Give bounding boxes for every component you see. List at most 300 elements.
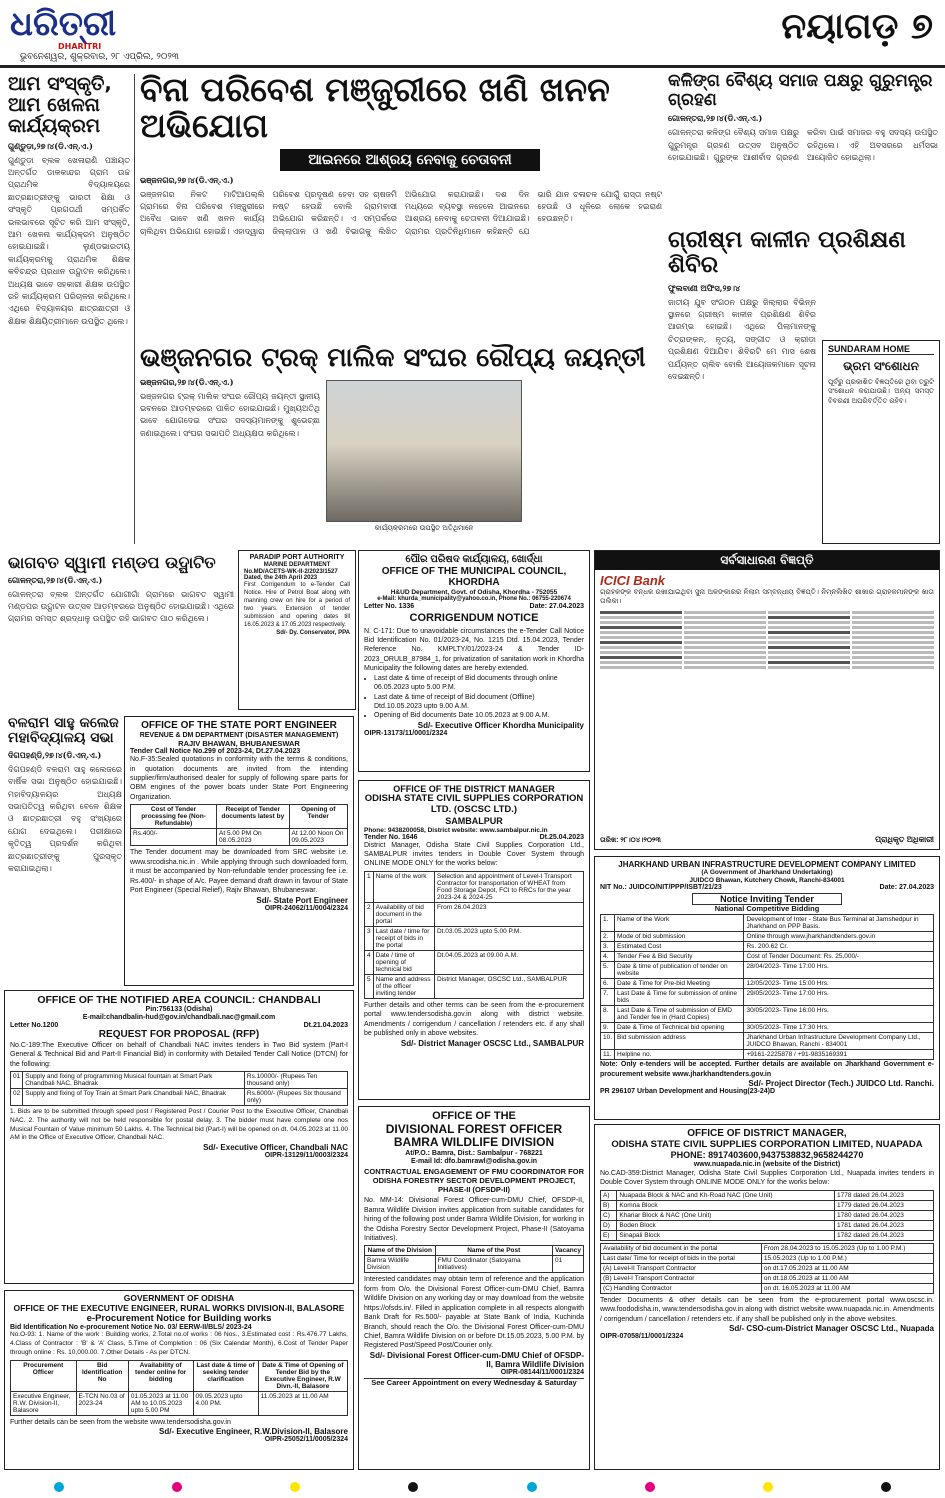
table-cell: Date / time of opening of technical bid — [373, 950, 434, 974]
table-cell: Dt.04.05.2023 at 09.00 A.M. — [434, 950, 583, 974]
table-row — [365, 950, 584, 974]
story-mining-allegation — [140, 72, 662, 362]
ad-note: Interested candidates may obtain term of reference and the application form from O/o. the Divisional Forest Officer-cum-DMU Chief, Bamra Wildlife Division on any working day or may download from the website https://ofsds.in/. Filled in application complete in all respects alongwith Bank Draft for Rs.500/- payable at State Bank of India, Kuchinda Branch, should reach the O/o. the Divisional Forest Officer-cum-DMU Chief, Bamra Wildlife Division on or before Dt.15.05.2023, 5.00 P.M. by Registered Post/Speed Post/Courier only. — [364, 1276, 584, 1350]
table-header: Opening of Tender — [289, 805, 347, 829]
black-mark — [408, 1482, 418, 1492]
ad-bid-id: Bid Identification No e-procurement Notice No. 03/ EERW-II/BLS/ 2023-24 — [10, 1324, 252, 1332]
table-cell: (A) Level-II Transport Contractor — [601, 1263, 762, 1273]
ad-brand: SUNDARAM HOME — [828, 344, 934, 355]
story-body: ଭଞ୍ଜନଗର ନିକଟ ମାଟିଆପଲ୍ଲି ଗ୍ରାମରେ ବିନା ପରିବେଶ ମଞ୍ଜୁରୀରେ ଅବୈଧ ଭାବେ ଖଣି ଖନନ କାର୍ଯ୍ୟ ଚାଲିଥିବା ଅଭିଯୋଗ ହୋଇଛି। ଏହାଦ୍ୱାରା ପରିବେଶ ପ୍ରଦୂଷଣ ହେବା ସହ ଚାଷଜମି ନଷ୍ଟ ହେଉଛି ବୋଲି ଗ୍ରାମବାସୀ ଅଭିଯୋଗ କରିଛନ୍ତି। ଏ ସମ୍ପର୍କରେ ଜିଲ୍ଲାପାଳ ଓ ଖଣି ବିଭାଗକୁ ଲିଖିତ ଅଭିଯୋଗ କରାଯାଇଛି। ଦଶ ଦିନ ମଧ୍ୟରେ ବ୍ୟବସ୍ଥା ନହେଲେ ଆଇନରେ ଆଶ୍ରୟ ନେବାକୁ ଚେତାବନୀ ଦିଆଯାଇଛି। ଗ୍ରାମର ପ୍ରତିନିଧିମାନେ କହିଛନ୍ତି ଯେ ଭାରି ଯାନ ଚଳାଚଳ ଯୋଗୁଁ ରାସ୍ତା ନଷ୍ଟ ହେଉଛି ଓ ଧୂଳିରେ ଲୋକେ ହଇରାଣ ହେଉଛନ୍ତି। — [140, 189, 662, 236]
ad-title2: DIVISIONAL FOREST OFFICER — [385, 1121, 563, 1136]
table-cell: C) — [601, 1210, 617, 1220]
ad-body: First Corrigendum to e-Tender Call Notice. Hire of Petrol Boat along with manning crew on hire for a period of two years. Extension of tender submission and opening dates till 16.05.2023 & 17.05.2023 respectively. — [244, 581, 350, 629]
table-row — [601, 915, 934, 932]
account-line — [684, 646, 766, 649]
table-cell: 5 — [365, 974, 374, 998]
ad-heading: CORRIGENDUM NOTICE — [409, 611, 539, 624]
table-cell: D) — [601, 1220, 617, 1230]
table-cell: 30/05/2023- Time 17:30 Hrs. — [744, 1023, 934, 1033]
ad-oipr: OIPR-08144/11/0001/2324 — [500, 1368, 584, 1376]
ad-title3: BAMRA WILDLIFE DIVISION — [393, 1135, 555, 1150]
account-line — [600, 656, 682, 659]
ad-body: N. C-171: Due to unavoidable circumstances the e-Tender Call Notice Bid Identification No. 01/2023-24, No. 1215 Dtd. 15.04.2023, Tender Reference No. KMPLTY/01/2023-24 & Tender ID- 2023_ORULB_87984_1, for privatization of sanitation work in Khordha Municipality the following dates are hereby extended. — [364, 627, 584, 673]
table-cell: Date & Time of Technical bid opening — [615, 1023, 744, 1033]
event-photo — [326, 380, 522, 522]
account-list-grid — [600, 611, 934, 669]
ad-sign: Sd/- Executive Officer Khordha Municipality — [417, 720, 584, 730]
table-cell: 11. — [601, 1050, 615, 1060]
ad-sign: Sd/- Executive Engineer, R.W.Division-II, Balasore — [159, 1427, 348, 1437]
table-cell: 9. — [601, 1023, 615, 1033]
ad-note: Note: Only e-tenders will be accepted. Further details are available on Jharkhand Government e-procurement website www.jharkhandtenders.gov.in — [600, 1061, 934, 1078]
ad-note: Further details can be seen from the website www.tendersodisha.gov.in — [10, 1418, 231, 1426]
table-row — [365, 974, 584, 998]
ad-oipr: OIPR-07058/11/0001/2324 — [600, 1333, 684, 1340]
story-headline: ଭଞ୍ଜନଗର ଟ୍ରକ୍ ମାଲିକ ସଂଘର ରୌପ୍ୟ ଜୟନ୍ତୀ — [140, 344, 646, 373]
table-row — [601, 952, 934, 962]
ad-place: SAMBALPUR — [445, 816, 503, 827]
table-cell: Nuapada Block & NAC and Kh-Road NAC (One Unit) — [617, 1190, 835, 1200]
table-header: Vacancy — [552, 1246, 583, 1256]
table-cell: 01 — [11, 1071, 23, 1088]
table-cell: 15.05.2023 (Up to 1.00 P.M.) — [761, 1253, 933, 1263]
story-dateline: ଗୋଳନ୍ତରା,୨୭।୪(ଡି.ଏନ୍.ଏ.) — [8, 574, 103, 585]
table-cell: Name of the Work — [615, 915, 744, 932]
account-line — [852, 631, 934, 634]
account-line — [852, 641, 934, 644]
table-cell: 01 — [552, 1256, 583, 1273]
ad-title2: ODISHA STATE CIVIL SUPPLIES CORPORATION LIMITED, NUAPADA — [611, 1138, 923, 1150]
table-cell: Supply and fixing of programming Musical fountain at Smart Park Chandbali NAC, Bhadrak — [23, 1071, 245, 1088]
table-row — [11, 1088, 348, 1105]
account-line — [768, 631, 850, 634]
ad-date: Date: 27.04.2023 — [879, 884, 934, 892]
account-line — [768, 651, 850, 654]
account-line — [768, 636, 850, 639]
ad-body: No.F-35:Sealed quotations in conformity with the terms & conditions, in quotation documents are invited from the intending supplier/firm/authorised dealer for supply of following spare parts for OBM engines of the power boats under State Port Engineering Organization. — [130, 756, 348, 801]
table-cell: Last date/ Time for receipt of bids in the portal — [601, 1253, 762, 1263]
table-row — [601, 1243, 934, 1253]
ad-sign: ପ୍ରାଧିକୃତ ଅଧିକାରୀ — [875, 835, 934, 844]
ad-pin: Pin:756133 (Odisha) — [145, 1006, 213, 1014]
ad-heading: Notice Inviting Tender — [692, 893, 842, 905]
table-row — [365, 1256, 584, 1273]
ad-date: Date: 27.04.2023 — [529, 602, 584, 610]
ad-sundaram-home — [822, 340, 940, 544]
ad-rural-works-balasore — [4, 1290, 354, 1470]
story-body: ଗୁଣ୍ଡୁଡ଼ା ବ୍ଲକ ଖେଳାରାଣି ପଞ୍ଚାୟତ ଅନ୍ତର୍ଗତ ଡାଳକାନ୍ଦର ଗ୍ରାମ ଉଚ୍ଚ ପ୍ରାଥମିକ ବିଦ୍ୟାଳୟରେ ଛାତ୍ରଛାତ୍ରୀଙ୍କୁ ଭାରତୀ ଶିକ୍ଷା ଓ ସଂସ୍କୃତି ପ୍ରଗତାର୍ଥୀ ସମ୍ପର୍କିତ ଭଲଭାବରେ ସୂଚିତ କରି ଆମ ସଂସ୍କୃତି, ଆମ ଖେଳନା କାର୍ଯ୍ୟକ୍ରମ ଅନୁଷ୍ଠିତ ହୋଇଯାଇଛି। ଲୁଣ୍ଡଭାରତୀୟ କାର୍ଯ୍ୟକ୍ରମକୁ ପ୍ରାଥମିକ ଶିକ୍ଷକ କବିଚନ୍ଦ୍ର ପ୍ରଧାନ ଉଦ୍ଘାଟନ କରିଥିଲେ। ଅଧ୍ୟକ୍ଷ ଭାବେ ସହକାରୀ ଶିକ୍ଷକ ଉପସ୍ଥିତ ରହି କାର୍ଯ୍ୟକ୍ରମ ପରିଚାଳନା କରିଥିଲେ। ଏଥିରେ ବିଦ୍ୟାଳୟର ଛାତ୍ରଛାତ୍ରୀ ଓ ଶିକ୍ଷକ ଶିକ୍ଷୟିତ୍ରୀମାନେ ଉପସ୍ଥିତ ଥିଲେ। — [8, 155, 130, 326]
table-row — [601, 1023, 934, 1033]
table-cell: 5. — [601, 962, 615, 979]
ad-heading2: National Competitive Bidding — [714, 904, 820, 914]
ad-title: GOVERNMENT OF ODISHA — [123, 1293, 235, 1303]
story-vaishya-samaj — [668, 72, 938, 222]
ad-letter-no: Letter No.1200 — [10, 1022, 59, 1030]
ad-letter-no: Letter No. 1336 — [364, 602, 415, 610]
account-line — [600, 611, 682, 614]
ad-chandbali-nac — [4, 990, 354, 1284]
table-cell: Dt.03.05.2023 upto 5.00 P.M. — [434, 926, 583, 950]
table-cell: Development of Inter - State Bus Terminal at Jamshedpur in Jharkhand on PPP Basis. — [744, 915, 934, 932]
masthead — [0, 0, 945, 68]
ad-email: E-mail Id: dfo.bamrawl@odisha.gov.in — [410, 1158, 538, 1166]
table-cell: Name and address of the officer inviting tender — [373, 974, 434, 998]
print-registration-marks — [0, 1480, 945, 1494]
table-cell: 10. — [601, 1033, 615, 1050]
account-line — [600, 651, 682, 654]
table-row — [601, 1273, 934, 1283]
table-cell: 1780 dated 26.04.2023 — [835, 1210, 934, 1220]
account-line — [768, 621, 850, 624]
ad-date-list — [374, 674, 584, 721]
story-bhagabat-mandap — [8, 554, 234, 712]
ad-web: www.nuapada.nic.in (website of the District) — [693, 1160, 841, 1168]
ad-sign: Sd/- Divisional Forest Officer-cum-DMU Chief of OFSDP-II, Bamra Wildlife Division — [369, 1350, 584, 1369]
newspaper-logo: ଧରିତ୍ରୀ — [10, 4, 117, 44]
list-item: • Last date & time of receipt of Bid document (Offline) Dtd.10.05.2023 upto 9.00 A.M. — [374, 693, 584, 712]
table-cell: Last Date & Time of submission of EMD and Tender fee in (Hard Copies) — [615, 1006, 744, 1023]
table-cell: 8. — [601, 1006, 615, 1023]
story-truck-owners — [140, 344, 662, 544]
table-cell: Rs.6000/- (Rupees Six thousand only) — [244, 1088, 347, 1105]
account-line — [768, 616, 850, 619]
table-row — [11, 1071, 348, 1088]
table-row — [11, 1391, 348, 1415]
ad-heading: e-Procurement Notice for Building works — [86, 1312, 272, 1324]
account-line — [852, 651, 934, 654]
account-line — [684, 611, 766, 614]
table-cell: on dt.17.05.2023 at 11.00 AM — [761, 1263, 933, 1273]
table-cell: 1778 dated 26.04.2023 — [835, 1190, 934, 1200]
table-cell: Helpline no. — [615, 1050, 744, 1060]
account-line — [852, 661, 934, 664]
table-cell: (C) Handling Contractor — [601, 1283, 762, 1293]
table-cell: (B) Level-I Transport Contractor — [601, 1273, 762, 1283]
table-cell: Mode of bid submission — [615, 932, 744, 942]
account-line — [768, 661, 850, 664]
account-line — [768, 666, 850, 669]
account-line — [852, 626, 934, 629]
table-cell: Tender Fee & Bid Security — [615, 952, 744, 962]
ad-phone: PHONE: 8917403600,9437538832,9658244270 — [670, 1150, 864, 1161]
account-line — [684, 661, 766, 664]
account-line — [600, 661, 682, 664]
tender-table — [600, 914, 934, 1060]
story-dateline: ଭଞ୍ଜନଗର,୨୭।୪(ଡି.ଏନ୍.ଏ.) — [140, 174, 234, 185]
ad-sign: Sd/- Dy. Conservator, PPA — [276, 629, 350, 636]
ad-title: OFFICE OF DISTRICT MANAGER, — [687, 1128, 847, 1139]
story-college-meeting — [8, 716, 122, 984]
main-subheadline: ଆଇନରେ ଆଶ୍ରୟ ନେବାକୁ ଚେତାବନୀ — [280, 149, 540, 171]
table-cell: 4 — [365, 950, 374, 974]
table-cell: 30/05/2023- Time 16:00 Hrs. — [744, 1006, 934, 1023]
ad-date: ତାରିଖ: ୨୮।୦୪।୨୦୨୩ — [600, 837, 661, 844]
ad-title: JHARKHAND URBAN INFRASTRUCTURE DEVELOPMENT COMPANY LIMITED — [618, 860, 916, 869]
ad-oscsc-sambalpur — [358, 780, 590, 1100]
ad-body: No.C-189:The Executive Officer on behalf of Chandbali NAC invites tenders in Two Bid system (Part-I General & Technical Bid and Part-II Financial Bid) in conformity with Detailed Tender Call Notice (DTCN) for the following: — [10, 1041, 348, 1068]
table-cell: 1779 dated 26.04.2023 — [835, 1200, 934, 1210]
table-header: Bid Identification No — [76, 1360, 128, 1391]
ad-title2: ODISHA STATE CIVIL SUPPLIES CORPORATION LTD. (OSCSC LTD.) — [364, 793, 584, 816]
ad-date: Dt.21.04.2023 — [303, 1022, 348, 1030]
account-line — [768, 641, 850, 644]
table-row — [601, 1200, 934, 1210]
ad-title: PARADIP PORT AUTHORITY — [249, 554, 345, 561]
ad-heading: ଭ୍ରମ ସଂଶୋଧନ — [843, 359, 919, 373]
story-dateline: ଦିଗପହଣ୍ଡି,୨୭।୪(ଡି.ଏନ୍.ଏ.) — [8, 749, 102, 760]
story-toys-programme — [8, 74, 130, 542]
ad-ref: No.MD/ACETS-WK-II-2/2023/1527 Dated, the 24th April 2023 — [244, 568, 338, 581]
table-cell: Rs.400/- — [131, 829, 217, 846]
ad-title: OFFICE OF THE — [432, 1110, 516, 1122]
story-headline: କଳିଙ୍ଗ ବୈଶ୍ୟ ସମାଜ ପକ୍ଷରୁ ଗୁରୁମନ୍ତ୍ର ଗ୍ରହଣ — [668, 72, 933, 110]
cyan-mark — [54, 1482, 64, 1492]
ad-pr: PR 296107 Urban Development and Housing(23-24)D — [600, 1087, 776, 1095]
table-cell: 11.05.2023 at 11.00 AM — [258, 1391, 347, 1415]
list-item: • Opening of Bid documents Date 10.05.2023 at 9.00 A.M. — [374, 711, 584, 720]
table-cell: Selection and appointment of Level-I Transport Contractor for transportation of WHEAT from Food Storage Depot, FCI to RRCs for the year 2023-24 & 2024-25 — [434, 871, 583, 902]
table-header: Procurement Officer — [11, 1360, 77, 1391]
notice-banner: ସର୍ବସାଧାରଣ ବିଜ୍ଞପ୍ତି — [595, 551, 939, 570]
table-row — [601, 1210, 934, 1220]
story-body: ଜାତୀୟ ଯୁବ ସଂଗଠନ ପକ୍ଷରୁ ଜିଲ୍ଲାର ବିଭିନ୍ନ ସ୍ଥାନରେ ଗ୍ରୀଷ୍ମ କାଳୀନ ପ୍ରଶିକ୍ଷଣ ଶିବିର ଆରମ୍ଭ ହୋଇଛି। ଏଥିରେ ପିଲାମାନଙ୍କୁ ଚିତ୍ରାଙ୍କନ, ନୃତ୍ୟ, ସଙ୍ଗୀତ ଓ କ୍ରୀଡ଼ା ପ୍ରଶିକ୍ଷଣ ଦିଆଯିବ। ଶିବିରଟି ମେ ମାସ ଶେଷ ପର୍ଯ୍ୟନ୍ତ ଚାଲିବ ବୋଲି ଆୟୋଜକମାନେ ସୂଚନା ଦେଇଛନ୍ତି। — [668, 297, 816, 381]
table-row — [601, 942, 934, 952]
table-cell: Jharkhand Urban Infrastructure Development Company Ltd., JUIDCO Bhawan, Ranchi - 834001 — [744, 1033, 934, 1050]
logo-subtitle: DHARITRI — [58, 42, 102, 51]
ad-sign: Sd/- State Port Engineer — [256, 895, 348, 905]
account-line — [768, 656, 850, 659]
table-cell: Online through www.jharkhandtenders.gov.in — [744, 932, 934, 942]
ad-phone: Phone: 9438200058, District website: www.sambalpur.nic.in — [364, 826, 548, 834]
table-row — [601, 1190, 934, 1200]
ad-oipr: OIPR-13129/11/0003/2324 — [264, 1152, 348, 1160]
magenta-mark — [645, 1482, 655, 1492]
story-body: ଦିଗପହଣ୍ଡି ବଳରାମ ସାହୁ କଲେଜରେ ବାର୍ଷିକ ସଭା ଅନୁଷ୍ଠିତ ହୋଇଯାଇଛି। ମହାବିଦ୍ୟାଳୟର ଅଧ୍ୟକ୍ଷ ସଭାପତିତ୍ୱ କରିଥିବା ବେଳେ ଶିକ୍ଷକ ଓ ଛାତ୍ରଛାତ୍ରୀ ବହୁ ସଂଖ୍ୟାରେ ଯୋଗ ଦେଇଥିଲେ। ପରୀକ୍ଷାରେ କୃତିତ୍ୱ ପ୍ରଦର୍ଶନ କରିଥିବା ଛାତ୍ରଛାତ୍ରୀଙ୍କୁ ପୁରସ୍କୃତ କରାଯାଇଥିଲା। — [8, 764, 122, 873]
table-cell: A) — [601, 1190, 617, 1200]
table-header: Cost of Tender processing fee (Non-Refundable) — [131, 805, 217, 829]
table-cell: 4. — [601, 952, 615, 962]
table-cell: 1 — [365, 871, 374, 902]
table-cell: Date & Time for Pre-bid Meeting — [615, 979, 744, 989]
table-cell: Last Date & Time for submission of online bids — [615, 989, 744, 1006]
ad-body: No.O-93: 1. Name of the work : Building works, 2.Total no.of works : 06 Nos., 3.Estimated cost : Rs.476.77 Lakhs, 4.Class of Contractor : 'B' & 'A' Class, 5.Time of Completion : 06 (Six Calendar Month), 6.Cost of Tender Paper through online : Rs. 10,000.00. 7.Other Details - As per DTCN. — [10, 1331, 348, 1356]
ad-body: ପୂର୍ବରୁ ପ୍ରକାଶିତ ବିଜ୍ଞପ୍ତିରେ ଥିବା ତ୍ରୁଟି ସଂଶୋଧନ କରାଯାଉଛି। ଅନ୍ୟ ସମସ୍ତ ବିବରଣୀ ଅପରିବର୍ତ୍ତିତ ରହିବ। — [828, 379, 934, 405]
account-line — [600, 641, 682, 644]
ad-subtitle: MARINE DEPARTMENT — [263, 562, 331, 569]
ad-oipr: OIPR-25052/11/0005/2324 — [264, 1436, 348, 1444]
table-cell: Name of the work — [373, 871, 434, 902]
table-cell: 09.05.2023 upto 4.00 PM. — [193, 1391, 258, 1415]
table-cell: Bamra Wildlife Division — [365, 1256, 436, 1273]
ad-date: Dt.25.04.2023 — [539, 833, 584, 841]
account-line — [600, 636, 682, 639]
account-line — [852, 616, 934, 619]
ad-oipr: OIPR-24062/11/0004/2324 — [264, 904, 348, 912]
account-line — [852, 611, 934, 614]
account-line — [684, 636, 766, 639]
table-row — [365, 871, 584, 902]
table-row — [601, 1050, 934, 1060]
vacancy-table — [364, 1245, 584, 1273]
table-cell: Sinapali Block — [617, 1230, 835, 1240]
yellow-mark — [290, 1482, 300, 1492]
story-headline: ଗ୍ରୀଷ୍ମ କାଳୀନ ପ୍ରଶିକ୍ଷଣ ଶିବିର — [668, 228, 906, 279]
black-mark — [881, 1482, 891, 1492]
table-cell: At 12.00 Noon On 09.05.2023 — [289, 829, 347, 846]
dates-table — [600, 1243, 934, 1294]
table-cell: 2. — [601, 932, 615, 942]
story-headline: ଆମ ସଂସ୍କୃତି, ଆମ ଖେଳନା କାର୍ଯ୍ୟକ୍ରମ — [8, 74, 112, 137]
table-header: Availability of tender online for bidding — [128, 1360, 193, 1391]
tender-table — [130, 804, 348, 846]
ad-sign: Sd/- District Manager OSCSC Ltd., SAMBALPUR — [400, 1038, 584, 1048]
table-header: Last date & time of seeking tender clarification — [193, 1360, 258, 1391]
account-line — [852, 646, 934, 649]
ad-sign: Sd/- Executive Officer, Chandbali NAC — [203, 1143, 348, 1153]
table-row — [601, 1253, 934, 1263]
table-cell: 1. — [601, 915, 615, 932]
table-cell: 1781 dated 26.04.2023 — [835, 1220, 934, 1230]
account-line — [684, 666, 766, 669]
block-table — [600, 1190, 934, 1241]
table-row — [601, 1283, 934, 1293]
account-line — [684, 616, 766, 619]
story-body: ଗୋଳନ୍ତରା ବ୍ଲକ ଅନ୍ତର୍ଗତ ଯୋଗୀଗାଁ ଗ୍ରାମରେ ଭାଗବତ ସ୍ୱାମୀ ମଣ୍ଡପର ଉଦ୍ଘାଟନ ଉତ୍ସବ ଆଡ଼ମ୍ବରରେ ଅନୁଷ୍ଠିତ ହୋଇଯାଇଛି। ଏଥିରେ ଗ୍ରାମର ସମସ୍ତ ଶ୍ରଦ୍ଧାଳୁ ଉପସ୍ଥିତ ରହି ଭାଗବତ ପାଠ କରିଥିଲେ। — [8, 589, 234, 624]
tender-table — [10, 1360, 348, 1416]
table-cell: Last date / time for receipt of bids in the portal — [373, 926, 434, 950]
table-cell: From 26.04.2023 — [434, 902, 583, 926]
account-line — [768, 611, 850, 614]
table-cell: B) — [601, 1200, 617, 1210]
ad-body: No. MM-14: Divisional Forest Officer-cum-DMU Chief, OFSDP-II, Bamra Wildlife Division invites application from suitable candidates for hiring of the following post under Bamra Wildlife Division, for working in the Odisha Forestry Sector Development Project, Phase-II (Satoyama Initiatives). — [364, 1197, 584, 1242]
list-item: • Last date & time of receipt of Bid documents through online 06.05.2023 upto 5.00 P.M. — [374, 674, 584, 693]
table-cell: 02 — [11, 1088, 23, 1105]
ad-juidco — [594, 856, 940, 1120]
table-cell: E) — [601, 1230, 617, 1240]
ad-address: JUIDCO Bhawan, Kutchery Chowk, Ranchi-834001 — [689, 876, 845, 884]
table-row — [601, 962, 934, 979]
account-line — [852, 636, 934, 639]
ad-email: E-mail:chandbalin-hud@gov.in/chandbali.nac@gmail.com — [82, 1014, 276, 1022]
ad-terms: 1. Bids are to be submitted through speed post / Registered Post / Courier Post to the Executive Officer, Chandbali NAC. 2. The authority will not be held responsible for postal delay. 3. The bidder must have complete one nos Musical Fountain of Value minimum 50 Lakhs. 4. The Technical bid (Part-I) will be opened on dt. 04.05.2023 at 11.00 AM in the Office of Executive Officer, Chandbali NAC. — [10, 1107, 348, 1142]
table-cell: 01.05.2023 at 11.00 AM to 10.05.2023 upto 5.00 PM — [128, 1391, 193, 1415]
table-cell: District Manager, OSCSC Ltd., SAMBALPUR — [434, 974, 583, 998]
ad-note: Tender Documents & other details can be seen from the e-procurement portal www.oscsc.in. www.foododisha.in, www.tendersodisha.gov.in along with district website www.nuapada.nic.in. Amendments / corrigendum / cancellation / retenders etc. if any shall be published only in the above websites. — [600, 1296, 934, 1323]
table-cell: At 5.00 PM On 08.05.2023 — [217, 829, 289, 846]
account-line — [600, 646, 682, 649]
ad-note: The Tender document may be downloaded from SRC website i.e. www.srcodisha.nic.in . While applying through such downloaded form, it must be accompanied by Non-refundable tender processing fee i.e. Rs.400/- in shape of A/c. Payee demand draft drawn in favour of State Port Engineer (Special Relief), Rajiv Bhawan, Bhubaneswar. — [130, 849, 348, 895]
table-cell: Estimated Cost — [615, 942, 744, 952]
ad-address: RAJIV BHAWAN, BHUBANESWAR — [178, 738, 300, 748]
ad-nit: NIT No.: JUIDCO/NIT/PPP/ISBT/21/23 — [600, 884, 722, 892]
column-rule — [134, 74, 135, 544]
table-cell: 3. — [601, 942, 615, 952]
ad-title: OFFICE OF THE DISTRICT MANAGER — [393, 784, 555, 794]
account-line — [684, 651, 766, 654]
account-line — [600, 626, 682, 629]
table-row — [601, 1263, 934, 1273]
cyan-mark — [527, 1482, 537, 1492]
ad-oscsc-nuapada — [594, 1124, 940, 1470]
table-cell: 12/05/2023- Time 15:00 Hrs. — [744, 979, 934, 989]
ad-khordha-municipality — [358, 550, 590, 772]
story-body: ଭଞ୍ଜନଗର ଟ୍ରକ୍ ମାଲିକ ସଂଘର ରୌପ୍ୟ ଜୟନ୍ତୀ ସ୍ଥାନୀୟ ଭବନରେ ଆଡ଼ମ୍ବରରେ ପାଳିତ ହୋଇଯାଇଛି। ମୁଖ୍ୟଅତିଥି ଭାବେ ଯୋଗଦେଇ ସଂଘର ସଦସ୍ୟମାନଙ୍କୁ ଶୁଭେଚ୍ଛା ଜଣାଇଥିଲେ। ସଂଘର ସଭାପତି ଅଧ୍ୟକ୍ଷତା କରିଥିଲେ। — [140, 391, 320, 438]
ad-title: OFFICE OF THE NOTIFIED AREA COUNCIL: CHANDBALI — [37, 994, 321, 1006]
account-line — [768, 626, 850, 629]
table-cell: Khariar Block & NAC (One Unit) — [617, 1210, 835, 1220]
account-line — [852, 656, 934, 659]
account-line — [684, 621, 766, 624]
ad-email: e-Mail: khurda_municipality@yahoo.co.in, Phone No.: 06755-220674 — [377, 595, 571, 602]
ad-sign: Sd/- CSO-cum-District Manager OSCSC Ltd., Nuapada — [729, 1324, 934, 1333]
table-cell: on dt. 16.05.2023 at 11.00 AM — [761, 1283, 933, 1293]
table-row — [601, 979, 934, 989]
table-row — [365, 926, 584, 950]
account-line — [684, 641, 766, 644]
table-cell: 6. — [601, 979, 615, 989]
table-cell: Rs. 200.62 Cr. — [744, 942, 934, 952]
table-cell: FMU Coordinator (Satoyama Initiatives) — [435, 1256, 552, 1273]
story-dateline: ଭଞ୍ଜନଗର,୨୭।୪(ଡି.ଏନ୍.ଏ.) — [140, 376, 234, 387]
table-header: Receipt of Tender documents latest by — [217, 805, 289, 829]
table-header: Date & Time of Opening of Tender Bid by the Executive Engineer, R.W Divn.-II, Balasore — [258, 1360, 347, 1391]
issue-dateline: ଭୁବନେଶ୍ୱର, ଶୁକ୍ରବାର, ୨୮ ଏପ୍ରିଲ, ୨୦୨୩ — [20, 52, 179, 62]
career-footer: See Career Appointment on every Wednesday & Saturday — [364, 1378, 584, 1388]
table-cell: on dt.18.05.2023 at 11.00 AM — [761, 1273, 933, 1283]
rfp-table — [10, 1071, 348, 1106]
table-cell: 28/04/2023- Time 17:00 Hrs. — [744, 962, 934, 979]
table-cell: 1782 dated 26.04.2023 — [835, 1230, 934, 1240]
account-line — [600, 621, 682, 624]
table-cell: Executive Engineer, R.W. Division-II, Balasore — [11, 1391, 77, 1415]
photo-caption: କାର୍ଯ୍ୟକ୍ରମରେ ଉପସ୍ଥିତ ଅତିଥିମାନେ — [374, 524, 474, 532]
main-headline: ବିନା ପରିବେଶ ମଞ୍ଜୁରୀରେ ଖଣି ଖନନ ଅଭିଯୋଗ — [140, 72, 610, 146]
ad-tender-no: Tender No. 1646 — [364, 833, 418, 841]
ad-title: OFFICE OF THE STATE PORT ENGINEER — [141, 720, 337, 731]
table-cell: 3 — [365, 926, 374, 950]
story-dateline: ଗୁଣ୍ଡୁଡ଼ା,୨୭।୪(ଡି.ଏନ୍.ଏ.) — [8, 140, 93, 151]
ad-dept: REVENUE & DM DEPARTMENT (DISASTER MANAGEMENT) — [139, 731, 339, 739]
story-headline: ଭାଗବତ ସ୍ୱାମୀ ମଣ୍ଡପ ଉଦ୍ଘାଟିତ — [8, 554, 216, 572]
table-row — [601, 932, 934, 942]
table-cell: From 28.04.2023 to 15.05.2023 (Up to 1.00 P.M.) — [761, 1243, 933, 1253]
table-row — [365, 902, 584, 926]
account-line — [852, 666, 934, 669]
table-row — [601, 1033, 934, 1050]
ad-sign: Sd/- Project Director (Tech.) JUIDCO Ltd. Ranchi. — [748, 1078, 934, 1088]
account-line — [600, 616, 682, 619]
ad-body: ଗ୍ରାହକଙ୍କ ବନ୍ଧକ ରଖାଯାଇଥିବା ସୁନା ଅଳଙ୍କାରର ନିଲାମ ସମ୍ବନ୍ଧୀୟ ବିଜ୍ଞପ୍ତି। ନିମ୍ନଲିଖିତ ଶାଖାର ଗ୍ରାହକମାନଙ୍କ ଖାତା ତାଲିକା। — [600, 589, 934, 606]
tender-table — [364, 871, 584, 999]
table-cell: Rs.10000/- (Rupees Ten thousand only) — [244, 1071, 347, 1088]
table-cell: Cost of Tender Document: Rs. 25,000/- — [744, 952, 934, 962]
account-line — [600, 631, 682, 634]
table-cell: Availability of bid document in the portal — [373, 902, 434, 926]
table-row — [601, 1230, 934, 1240]
account-line — [852, 621, 934, 624]
table-header: Name of the Post — [435, 1246, 552, 1256]
account-line — [768, 646, 850, 649]
page-name: ନୟାଗଡ଼ ୭ — [781, 6, 933, 47]
table-cell: Komna Block — [617, 1200, 835, 1210]
ad-oipr: OIPR-13173/11/0001/2324 — [364, 729, 448, 737]
ad-paradip-port — [238, 550, 356, 710]
table-cell: +9161-2225878 / +91-9835169391 — [744, 1050, 934, 1060]
ad-title: OFFICE OF THE MUNICIPAL COUNCIL, KHORDHA — [381, 565, 567, 588]
table-cell: Supply and fixing of Toy Train at Smart Park Chandbali NAC, Bhadrak — [23, 1088, 245, 1105]
ad-body: No.CAD-359:District Manager, Odisha State Civil Supplies Corporation Ltd., Nuapada invites tenders in Double Cover System through ONLINE MODE ONLY for the works below: — [600, 1169, 934, 1187]
table-cell: Bid submission address — [615, 1033, 744, 1050]
